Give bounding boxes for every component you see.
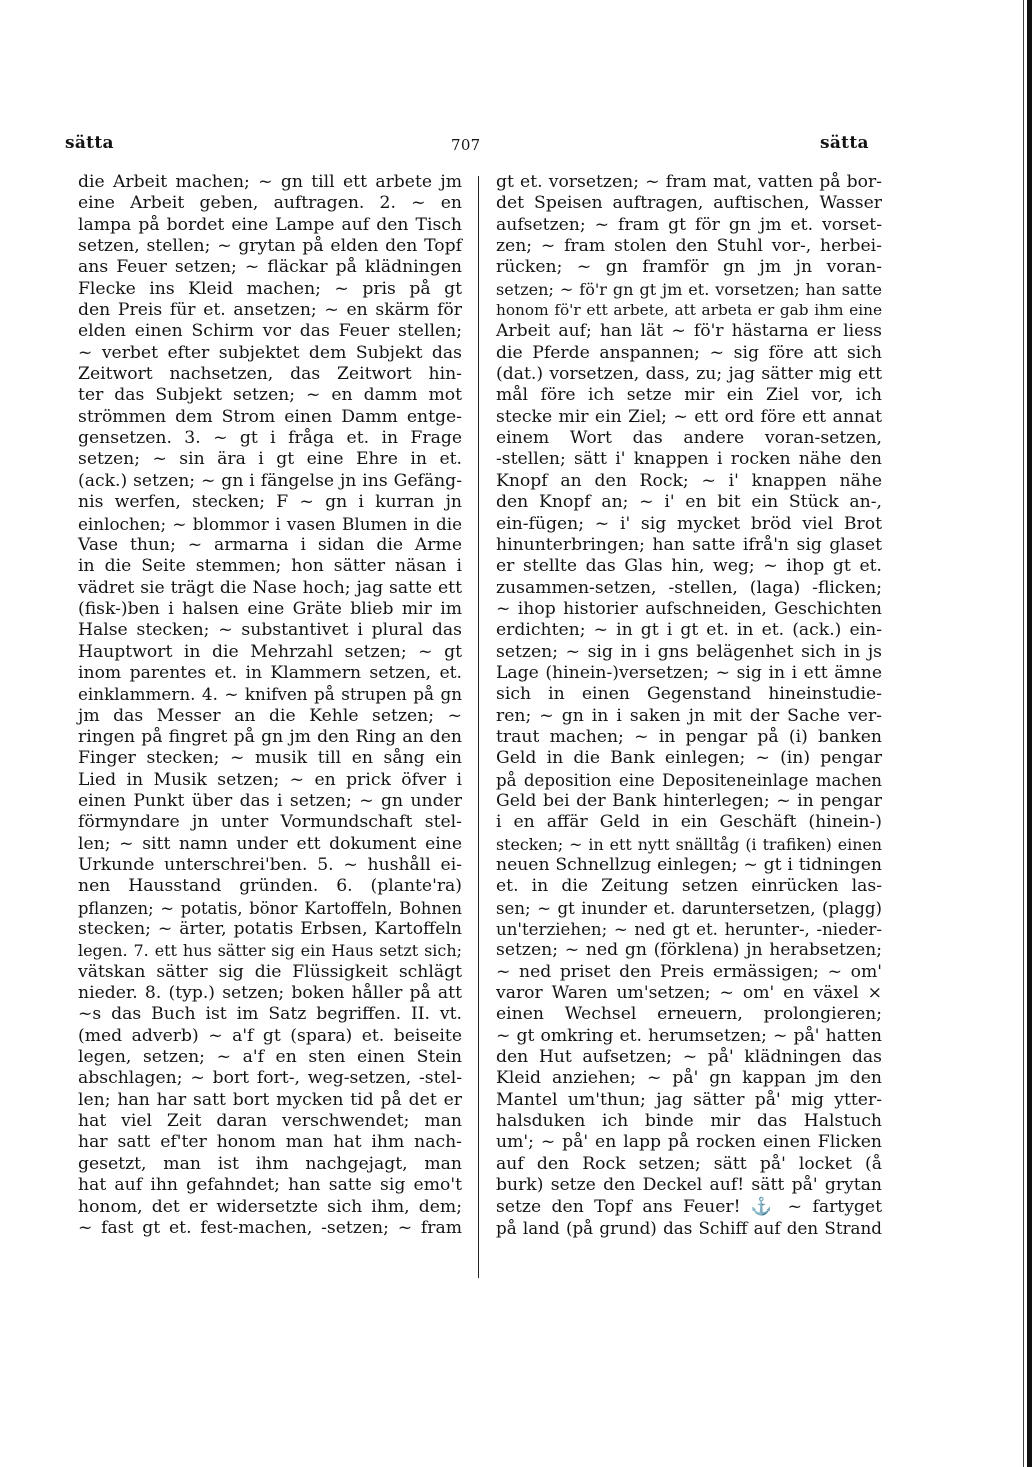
dictionary-line: mål före ich setze mir ein Ziel vor, ich xyxy=(496,385,882,406)
dictionary-line: setzen; ~ fö'r gn gt jm et. vorsetzen; han satte xyxy=(496,279,882,299)
dictionary-line: neuen Schnellzug einlegen; ~ gt i tidningen xyxy=(496,855,882,875)
dictionary-line: setzen; ~ ned gn (förklena) jn herabsetzen; xyxy=(496,940,882,961)
dictionary-line: legen, setzen; ~ a'f en sten einen Stein xyxy=(78,1047,462,1068)
dictionary-line: eine Arbeit geben, auftragen. 2. ~ en xyxy=(78,193,462,214)
dictionary-line: ringen på fingret på gn jm den Ring an den xyxy=(78,726,462,747)
dictionary-line: einlochen; ~ blommor i vasen Blumen in die xyxy=(78,513,462,534)
dictionary-line: setze den Topf ans Feuer! ⚓ ~ fartyget xyxy=(496,1196,882,1217)
dictionary-line: (med adverb) ~ a'f gt (spara) et. beiseite xyxy=(78,1025,462,1046)
dictionary-line: vätskan sätter sig die Flüssigkeit schlägt xyxy=(78,961,462,982)
dictionary-line: halsduken ich binde mir das Halstuch xyxy=(496,1111,882,1132)
dictionary-line: honom, det er widersetzte sich ihm, dem; xyxy=(78,1196,462,1217)
dictionary-line: Arbeit auf; han lät ~ fö'r hästarna er liess xyxy=(496,321,882,342)
dictionary-line: zusammen-setzen, -stellen, (laga) -flicken; xyxy=(496,577,882,598)
dictionary-line: -stellen; sätt i' knappen i rocken nähe den xyxy=(496,449,882,470)
dictionary-line: legen. 7. ett hus sätter sig ein Haus setzt sich; xyxy=(78,941,462,961)
dictionary-line: burk) setze den Deckel auf! sätt på' grytan xyxy=(496,1175,882,1196)
dictionary-line: hat auf ihn gefahndet; han satte sig emo't xyxy=(78,1175,462,1196)
dictionary-line: einem Wort das andere voran-setzen, xyxy=(496,428,882,449)
dictionary-line: die Arbeit machen; ~ gn till ett arbete jm xyxy=(78,172,462,192)
right-column xyxy=(496,172,882,1239)
dictionary-line: ter das Subjekt setzen; ~ en damm mot xyxy=(78,385,462,406)
dictionary-line: Geld in die Bank einlegen; ~ (in) pengar xyxy=(496,748,882,769)
dictionary-line: erdichten; ~ in gt i gt et. in et. (ack.) ein- xyxy=(496,620,882,641)
dictionary-line: setzen; ~ sig in i gns belägenhet sich in js xyxy=(496,641,882,662)
dictionary-line: på deposition eine Depositeneinlage machen xyxy=(496,770,882,790)
dictionary-line: traut machen; ~ in pengar på (i) banken xyxy=(496,726,882,747)
dictionary-line: len; ~ sitt namn under ett dokument eine xyxy=(78,833,462,854)
dictionary-line: ren; ~ gn in i saken jn mit der Sache ver- xyxy=(496,705,882,726)
dictionary-line: auf den Rock setzen; sätt på' locket (å xyxy=(496,1153,882,1174)
dictionary-line: varor Waren um'setzen; ~ om' en växel × xyxy=(496,983,882,1004)
page-edge-line xyxy=(1023,0,1024,1467)
dictionary-line: jm das Messer an die Kehle setzen; ~ xyxy=(78,705,462,726)
dictionary-line: in die Seite stemmen; hon sätter näsan i xyxy=(78,556,462,577)
dictionary-line: Lage (hinein-)versetzen; ~ sig in i ett ämne xyxy=(496,662,882,683)
dictionary-line: förmyndare jn unter Vormundschaft stel- xyxy=(78,812,462,833)
dictionary-line: (dat.) vorsetzen, dass, zu; jag sätter mig ett xyxy=(496,364,882,385)
dictionary-line: Kleid anziehen; ~ på' gn kappan jm den xyxy=(496,1068,882,1089)
dictionary-line: den Knopf an; ~ i' en bit ein Stück an-, xyxy=(496,492,882,513)
dictionary-line: Mantel um'thun; jag sätter på' mig ytter- xyxy=(496,1089,882,1110)
dictionary-line: vädret sie trägt die Nase hoch; jag satte ett xyxy=(78,577,462,598)
dictionary-line: nieder. 8. (typ.) setzen; boken håller på att xyxy=(78,983,462,1004)
dictionary-line: len; han har satt bort mycken tid på det er xyxy=(78,1089,462,1110)
dictionary-line: gt et. vorsetzen; ~ fram mat, vatten på bor- xyxy=(496,172,882,192)
dictionary-line: stecke mir ein Ziel; ~ ett ord före ett annat xyxy=(496,406,882,427)
dictionary-line: Lied in Musik setzen; ~ en prick öfver i xyxy=(78,769,462,790)
dictionary-line: abschlagen; ~ bort fort-, weg-setzen, -stel- xyxy=(78,1068,462,1089)
dictionary-line: stecken; ~ ärter, potatis Erbsen, Kartoffeln xyxy=(78,919,462,940)
dictionary-line: gesetzt, man ist ihm nachgejagt, man xyxy=(78,1153,462,1174)
dictionary-line: et. in die Zeitung setzen einrücken las- xyxy=(496,876,882,897)
page-number: 707 xyxy=(451,136,481,154)
dictionary-line: ~s das Buch ist im Satz begriffen. II. vt. xyxy=(78,1004,462,1025)
dictionary-line: Hauptwort in die Mehrzahl setzen; ~ gt xyxy=(78,641,462,662)
dictionary-line: einen Wechsel erneuern, prolongieren; xyxy=(496,1004,882,1025)
dictionary-line: zen; ~ fram stolen den Stuhl vor-, herbei- xyxy=(496,236,882,257)
header-left-keyword: sätta xyxy=(65,133,114,153)
dictionary-line: ~ ihop historier aufschneiden, Geschichten xyxy=(496,598,882,619)
dictionary-line: elden einen Schirm vor das Feuer stellen; xyxy=(78,321,462,342)
dictionary-line: (fisk-)ben i halsen eine Gräte blieb mir im xyxy=(78,598,462,619)
dictionary-line: sen; ~ gt inunder et. daruntersetzen, (plagg) xyxy=(496,898,882,918)
dictionary-line: rücken; ~ gn framför gn jm jn voran- xyxy=(496,257,882,278)
dictionary-line: un'terziehen; ~ ned gt et. herunter-, -nieder- xyxy=(496,920,882,940)
dictionary-line: pflanzen; ~ potatis, bönor Kartoffeln, Bohnen xyxy=(78,898,462,918)
dictionary-line: er stellte das Glas hin, weg; ~ ihop gt et. xyxy=(496,556,882,577)
dictionary-line: Urkunde unterschrei'ben. 5. ~ hushåll ei- xyxy=(78,855,462,875)
dictionary-line: die Pferde anspannen; ~ sig före att sich xyxy=(496,342,882,363)
dictionary-line: Vase thun; ~ armarna i sidan die Arme xyxy=(78,534,462,555)
dictionary-line: på land (på grund) das Schiff auf den Strand xyxy=(496,1217,882,1238)
dictionary-line: ~ gt omkring et. herumsetzen; ~ på' hatten xyxy=(496,1025,882,1046)
dictionary-line: den Preis für et. ansetzen; ~ en skärm för xyxy=(78,300,462,321)
dictionary-line: Halse stecken; ~ substantivet i plural das xyxy=(78,620,462,641)
page-edge-shadow xyxy=(1027,0,1032,1467)
dictionary-line: (ack.) setzen; ~ gn i fängelse jn ins Gefäng- xyxy=(78,470,462,491)
dictionary-line: det Speisen auftragen, auftischen, Wasser xyxy=(496,193,882,214)
dictionary-line: ~ verbet efter subjektet dem Subjekt das xyxy=(78,342,462,363)
dictionary-line: inom parentes et. in Klammern setzen, et. xyxy=(78,662,462,683)
dictionary-line: einklammern. 4. ~ knifven på strupen på gn xyxy=(78,684,462,705)
dictionary-line: sich in einen Gegenstand hineinstudie- xyxy=(496,684,882,705)
dictionary-line: aufsetzen; ~ fram gt för gn jm et. vorset- xyxy=(496,214,882,235)
dictionary-line: gensetzen. 3. ~ gt i fråga et. in Frage xyxy=(78,428,462,449)
dictionary-line: har satt ef'ter honom man hat ihm nach- xyxy=(78,1132,462,1153)
dictionary-line: hinunterbringen; han satte ifrå'n sig glaset xyxy=(496,534,882,555)
dictionary-line: den Hut aufsetzen; ~ på' klädningen das xyxy=(496,1047,882,1068)
dictionary-line: einen Punkt über das i setzen; ~ gn under xyxy=(78,790,462,811)
dictionary-line: ~ ned priset den Preis ermässigen; ~ om' xyxy=(496,961,882,982)
left-column xyxy=(78,172,462,1239)
dictionary-line: nis werfen, stecken; F ~ gn i kurran jn xyxy=(78,492,462,513)
dictionary-line: Zeitwort nachsetzen, das Zeitwort hin- xyxy=(78,364,462,385)
dictionary-line: lampa på bordet eine Lampe auf den Tisch xyxy=(78,214,462,235)
dictionary-line: hat viel Zeit daran verschwendet; man xyxy=(78,1111,462,1132)
dictionary-line: strömmen dem Strom einen Damm entge- xyxy=(78,406,462,427)
dictionary-line: ~ fast gt et. fest-machen, -setzen; ~ fram xyxy=(78,1217,462,1238)
dictionary-line: setzen, stellen; ~ grytan på elden den Topf xyxy=(78,236,462,257)
column-divider xyxy=(478,176,479,1278)
dictionary-line: nen Hausstand gründen. 6. (plante'ra) xyxy=(78,876,462,897)
dictionary-line: honom fö'r ett arbete, att arbeta er gab ihm eine xyxy=(496,301,882,320)
dictionary-line: Knopf an den Rock; ~ i' knappen nähe xyxy=(496,470,882,491)
dictionary-line: i en affär Geld in ein Geschäft (hinein-) xyxy=(496,812,882,833)
dictionary-line: stecken; ~ in ett nytt snälltåg (i trafiken) einen xyxy=(496,834,882,854)
dictionary-line: Geld bei der Bank hinterlegen; ~ in pengar xyxy=(496,790,882,811)
dictionary-line: Flecke ins Kleid machen; ~ pris på gt xyxy=(78,278,462,299)
header-right-keyword: sätta xyxy=(820,133,869,153)
dictionary-line: setzen; ~ sin ära i gt eine Ehre in et. xyxy=(78,449,462,470)
dictionary-line: um'; ~ på' en lapp på rocken einen Flicken xyxy=(496,1132,882,1153)
dictionary-line: Finger stecken; ~ musik till en sång ein xyxy=(78,748,462,769)
dictionary-line: ein-fügen; ~ i' sig mycket bröd viel Brot xyxy=(496,513,882,534)
dictionary-line: ans Feuer setzen; ~ fläckar på klädningen xyxy=(78,257,462,278)
